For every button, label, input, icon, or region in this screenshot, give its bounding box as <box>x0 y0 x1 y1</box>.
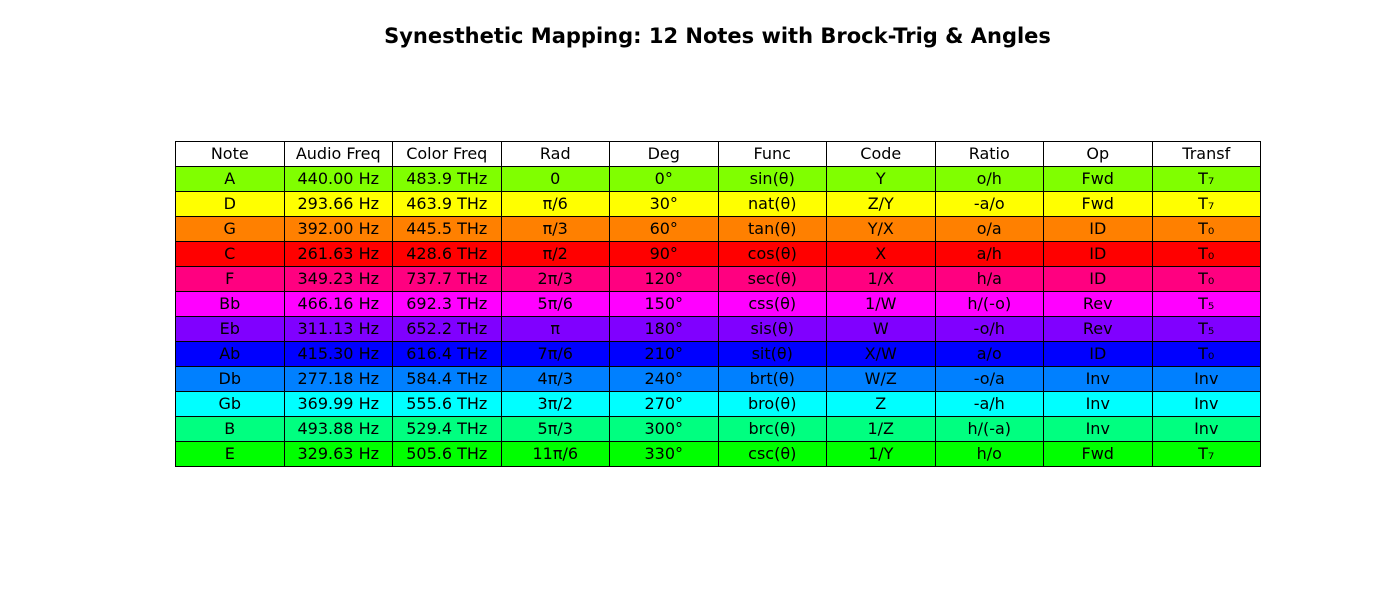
table-cell: Y/X <box>827 217 936 242</box>
table-cell: 30° <box>610 192 719 217</box>
table-cell: 4π/3 <box>501 367 610 392</box>
column-header: Transf <box>1152 142 1261 167</box>
chart-title: Synesthetic Mapping: 12 Notes with Brock-Trig & Angles <box>384 24 1051 48</box>
table-body <box>176 142 1261 467</box>
table-cell: π/3 <box>501 217 610 242</box>
table-cell: a/h <box>935 242 1044 267</box>
table-cell: 261.63 Hz <box>284 242 393 267</box>
table-cell: Z <box>827 392 936 417</box>
table-cell: X/W <box>827 342 936 367</box>
table-cell: Inv <box>1044 392 1153 417</box>
table-cell: 505.6 THz <box>393 442 502 467</box>
table-cell: D <box>176 192 285 217</box>
table-cell: 737.7 THz <box>393 267 502 292</box>
table-cell: 2π/3 <box>501 267 610 292</box>
table-cell: Rev <box>1044 317 1153 342</box>
table-cell: h/a <box>935 267 1044 292</box>
table-cell: Fwd <box>1044 192 1153 217</box>
table-cell: tan(θ) <box>718 217 827 242</box>
table-cell: T₇ <box>1152 192 1261 217</box>
table-cell: h/(-o) <box>935 292 1044 317</box>
table-cell: T₀ <box>1152 242 1261 267</box>
table-cell: 300° <box>610 417 719 442</box>
table-cell: 270° <box>610 392 719 417</box>
table-cell: 0 <box>501 167 610 192</box>
column-header: Rad <box>501 142 610 167</box>
table-cell: 445.5 THz <box>393 217 502 242</box>
table-cell: 349.23 Hz <box>284 267 393 292</box>
table-cell: 5π/3 <box>501 417 610 442</box>
column-header: Func <box>718 142 827 167</box>
table-row <box>176 267 1261 292</box>
table-cell: Ab <box>176 342 285 367</box>
table-cell: 7π/6 <box>501 342 610 367</box>
table-cell: 555.6 THz <box>393 392 502 417</box>
table-cell: -o/h <box>935 317 1044 342</box>
table-cell: W/Z <box>827 367 936 392</box>
table-cell: 466.16 Hz <box>284 292 393 317</box>
table-cell: nat(θ) <box>718 192 827 217</box>
table-row <box>176 392 1261 417</box>
table-cell: 240° <box>610 367 719 392</box>
table-cell: ID <box>1044 242 1153 267</box>
table-cell: G <box>176 217 285 242</box>
table-cell: T₇ <box>1152 442 1261 467</box>
table-cell: 120° <box>610 267 719 292</box>
table-row <box>176 192 1261 217</box>
table-cell: sis(θ) <box>718 317 827 342</box>
table-cell: Rev <box>1044 292 1153 317</box>
table-cell: Eb <box>176 317 285 342</box>
table-row <box>176 167 1261 192</box>
table-cell: 90° <box>610 242 719 267</box>
column-header: Op <box>1044 142 1153 167</box>
table-cell: B <box>176 417 285 442</box>
table-cell: 529.4 THz <box>393 417 502 442</box>
table-cell: sin(θ) <box>718 167 827 192</box>
table-cell: 584.4 THz <box>393 367 502 392</box>
column-header: Note <box>176 142 285 167</box>
table-row <box>176 342 1261 367</box>
table-cell: X <box>827 242 936 267</box>
table-cell: W <box>827 317 936 342</box>
table-row <box>176 317 1261 342</box>
table-row <box>176 442 1261 467</box>
table-row <box>176 417 1261 442</box>
table-cell: Z/Y <box>827 192 936 217</box>
column-header: Ratio <box>935 142 1044 167</box>
table-cell: 1/Y <box>827 442 936 467</box>
table-cell: C <box>176 242 285 267</box>
table-cell: -a/h <box>935 392 1044 417</box>
table-cell: T₇ <box>1152 167 1261 192</box>
table-cell: ID <box>1044 342 1153 367</box>
table-cell: Inv <box>1152 417 1261 442</box>
table-cell: 311.13 Hz <box>284 317 393 342</box>
table-cell: Inv <box>1044 367 1153 392</box>
table-cell: Gb <box>176 392 285 417</box>
table-cell: 392.00 Hz <box>284 217 393 242</box>
data-table <box>175 141 1261 467</box>
table-cell: 1/W <box>827 292 936 317</box>
column-header: Audio Freq <box>284 142 393 167</box>
table-cell: π/6 <box>501 192 610 217</box>
table-cell: T₀ <box>1152 267 1261 292</box>
table-cell: Db <box>176 367 285 392</box>
table-cell: 440.00 Hz <box>284 167 393 192</box>
table-row <box>176 242 1261 267</box>
table-cell: 11π/6 <box>501 442 610 467</box>
table-header-row <box>176 142 1261 167</box>
table-cell: T₅ <box>1152 317 1261 342</box>
column-header: Color Freq <box>393 142 502 167</box>
table-cell: T₅ <box>1152 292 1261 317</box>
table-cell: 483.9 THz <box>393 167 502 192</box>
column-header: Deg <box>610 142 719 167</box>
table-cell: ID <box>1044 267 1153 292</box>
table-cell: 150° <box>610 292 719 317</box>
table-cell: sec(θ) <box>718 267 827 292</box>
table-cell: a/o <box>935 342 1044 367</box>
table-cell: sit(θ) <box>718 342 827 367</box>
table-cell: Y <box>827 167 936 192</box>
table-cell: 463.9 THz <box>393 192 502 217</box>
table-cell: bro(θ) <box>718 392 827 417</box>
table-cell: 329.63 Hz <box>284 442 393 467</box>
table-cell: Fwd <box>1044 442 1153 467</box>
table-cell: css(θ) <box>718 292 827 317</box>
table-cell: 0° <box>610 167 719 192</box>
table-cell: Inv <box>1152 367 1261 392</box>
table-cell: π <box>501 317 610 342</box>
table-cell: 493.88 Hz <box>284 417 393 442</box>
table-row <box>176 217 1261 242</box>
table-cell: 277.18 Hz <box>284 367 393 392</box>
table-cell: 5π/6 <box>501 292 610 317</box>
table-cell: o/a <box>935 217 1044 242</box>
table-cell: 692.3 THz <box>393 292 502 317</box>
table-cell: 428.6 THz <box>393 242 502 267</box>
column-header: Code <box>827 142 936 167</box>
table-cell: brt(θ) <box>718 367 827 392</box>
table-cell: csc(θ) <box>718 442 827 467</box>
table-cell: 60° <box>610 217 719 242</box>
table-cell: Inv <box>1152 392 1261 417</box>
table-cell: F <box>176 267 285 292</box>
table-cell: E <box>176 442 285 467</box>
table-cell: T₀ <box>1152 342 1261 367</box>
table-cell: h/o <box>935 442 1044 467</box>
table-cell: brc(θ) <box>718 417 827 442</box>
table-cell: 415.30 Hz <box>284 342 393 367</box>
table-row <box>176 292 1261 317</box>
table-cell: A <box>176 167 285 192</box>
table-cell: 616.4 THz <box>393 342 502 367</box>
table-cell: -o/a <box>935 367 1044 392</box>
table-cell: 1/Z <box>827 417 936 442</box>
table-cell: 210° <box>610 342 719 367</box>
table-cell: o/h <box>935 167 1044 192</box>
table-cell: π/2 <box>501 242 610 267</box>
table-cell: 180° <box>610 317 719 342</box>
table-cell: ID <box>1044 217 1153 242</box>
table-row <box>176 367 1261 392</box>
table-cell: 330° <box>610 442 719 467</box>
table-cell: Bb <box>176 292 285 317</box>
table-cell: T₀ <box>1152 217 1261 242</box>
table-cell: Inv <box>1044 417 1153 442</box>
table-cell: 3π/2 <box>501 392 610 417</box>
table-cell: h/(-a) <box>935 417 1044 442</box>
table-cell: 1/X <box>827 267 936 292</box>
table-cell: -a/o <box>935 192 1044 217</box>
table-cell: 652.2 THz <box>393 317 502 342</box>
table-cell: 369.99 Hz <box>284 392 393 417</box>
table-cell: 293.66 Hz <box>284 192 393 217</box>
table-cell: cos(θ) <box>718 242 827 267</box>
table-cell: Fwd <box>1044 167 1153 192</box>
